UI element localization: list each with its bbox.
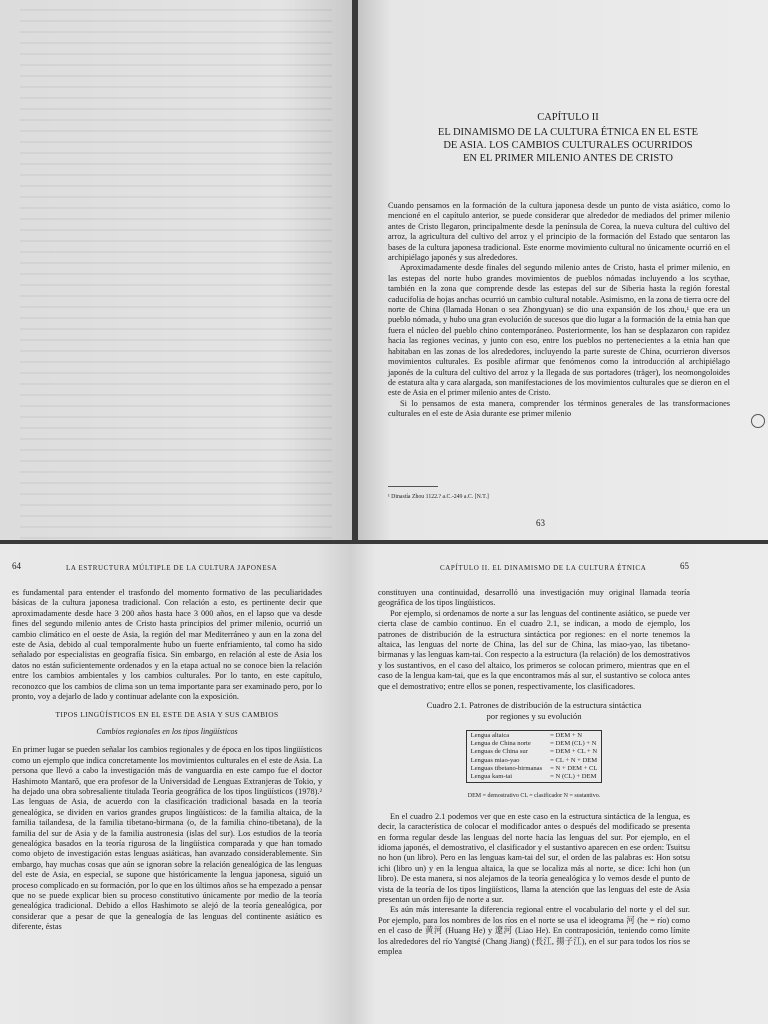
table-cell-language: Lengua altaica (470, 732, 510, 740)
paragraph: Cuando pensamos en la formación de la cultura japonesa desde un punto de vista asiático, como lo mencioné en el capítulo anterior, se puede considerar que alrededor de mediados del primer milenio antes de Cristo llegaron, principalmente desde la península de Corea, la nueva cultura del cultivo del arroz, la agricultura del cultivo del arroz y el principio de la formación del Estado que sentaron las bases de la cultura japonesa tradicional. Este enorme movimiento cultural no únicamente ocurrió en el archipiélago japonés y sus alrededores. (388, 201, 730, 263)
page-62-faded (0, 0, 352, 540)
table-cell-pattern: = N + DEM + CL (550, 764, 598, 772)
table-row (467, 757, 602, 765)
section-heading: TIPOS LINGÜÍSTICOS EN EL ESTE DE ASIA Y SUS CAMBIOS (55, 710, 279, 720)
page-number: 65 (680, 561, 689, 571)
page-number: 64 (12, 561, 21, 571)
table-cell-language: Lengua kam-tai (470, 773, 513, 781)
paragraph: Si lo pensamos de esta manera, comprender los términos generales de las transformaciones culturales en el este de Asia durante ese primer milenio (388, 398, 730, 419)
page-65-body (378, 588, 690, 957)
chapter-title-line: DE ASIA. LOS CAMBIOS CULTURALES OCURRIDOS (443, 140, 693, 151)
page-64-body (12, 588, 322, 933)
subsection-heading: Cambios regionales en los tipos lingüísticos (96, 726, 238, 736)
table-cell-language: Lenguas miao-yao (470, 756, 520, 764)
paragraph: Por ejemplo, si ordenamos de norte a sur las lenguas del continente asiático, se puede ver cierta clase de cambio continuo. En el cuadro 2.1, se indican, a modo de ejemplo, los patrones de distribución de la estructura sintáctica por regiones: en el norte tenemos la altaica, las lenguas del norte de China, las del sur de China, las miao-yao, las tibetano-birmanas y las lenguas kam-tai. Con respecto a la estructura (la relación) de los demostrativos y los sustantivos, en el caso del altaico, los primeros se colocan primero, mientras que en el caso de la lengua kam-tai, que es la que encontramos más al sur, el sustantivo se coloca antes que el demostrativo; entre ellos se ponen, respectivamente, los clasificadores. (378, 608, 690, 691)
chapter-heading (388, 112, 748, 165)
paragraph: es fundamental para entender el trasfondo del momento formativo de las peculiaridades básicas de la cultura japonesa tradicional. Con relación a esto, es pertinente decir que aproximadamente desde hace 3 200 años hasta hace 3 000 años, en el lapso que va desde fines del segundo milenio antes de Cristo hasta principios del primer milenio, ocurrió un cambio climático en el oeste de Asia, la región del mar Mediterráneo y aun en la zona del este de Asia, debido al cual temporalmente hubo un fuerte enfriamiento, tal como ha sido señalado por especialistas en geografía física. Sin embargo, en relación al este de Asia los datos no están suficientemente ordenados y en la etapa actual no se conoce bien la relación entre los cambios ambientales y los cambios culturales. Por lo tanto, en este capítulo, reconozco que los cambios de clima son un tema importante para ser examinado pero, por lo pronto, voy a dejarlo de lado y continuar adelante con la exposición. (12, 588, 322, 702)
page-63-body (388, 201, 730, 420)
table-cell-pattern: = DEM (CL) + N (550, 740, 597, 748)
page-number: 63 (536, 518, 545, 528)
table-cell-language: Lengua de China norte (470, 740, 531, 748)
table-row (467, 748, 602, 756)
paragraph: En el cuadro 2.1 podemos ver que en este caso en la estructura sintáctica de la lengua, es decir, la característica de colocar el modificador antes o después del modificado se presenta en forma regular desde las lenguas del norte hacia las lenguas del sur. Por ejemplo, en el idioma japonés, el demostrativo, el clasificador y el sustantivo aparecen en ese orden: Tsuitsu no hon (un libro). Pero en las lenguas kam-tai del sur, el orden de las palabras es: Hon sotsu ichi (libro un) y en la lengua altaica, la que se localiza más al norte, se dice: Ichi hon (un libro). De esta manera, si nos alejamos de la teoría genealógica y lo vemos desde el punto de vista de la teoría de los tipos lingüísticos, llama la atención que las lenguas del este de Asia presentan un orden fijo de norte a sur. (378, 811, 690, 904)
paragraph: Aproximadamente desde finales del segundo milenio antes de Cristo, hasta el primer milenio, en las estepas del norte hubo grandes movimientos de pueblos nómadas incluyendo a los scythae, también en la zona que comprende desde las estepas del sur de Siberia hasta la región forestal caducifolia de hojas anchas ocurrió un cambio cultural notable. Asimismo, en la zona de tierra ocre del norte de China (llamada Honan o sea Zhongyuan) se dio una expansión de los zhou,¹ que era un pueblo nómada, y hubo una gran evolución de sucesos que dio lugar a la formación de la etnia han que fuera el núcleo del pueblo chino contemporáneo. Posteriormente, los han se desplazaron con rapidez hacia las regiones vecinas, y junto con eso, entre los pueblos no pertenecientes a la etnia han que habitaban en las zonas de los alrededores, incluyendo la parte sureste de China, ocurrieron diversos movimientos culturales. Es posible afirmar que fenómenos como la introducción al archipiélago japonés de la cultura del cultivo del arroz y la llegada de sus portadores (träger), los neomongoloides de estatura alta y cara alargada, son manifestaciones de los movimientos culturales que se dieron en el este de Asia en el primer milenio antes de Cristo. (388, 263, 730, 398)
table-row (467, 773, 602, 781)
footnote-rule (388, 486, 438, 487)
running-head: LA ESTRUCTURA MÚLTIPLE DE LA CULTURA JAPONESA (66, 564, 278, 572)
table-caption (378, 700, 690, 722)
table-cell-pattern: = DEM + N (550, 732, 582, 740)
table-cell-language: Lenguas tibetano-birmanas (470, 764, 543, 772)
table-note: DEM = demostrativo CL = clasificador N = sustantivo. (467, 793, 601, 800)
table-row (467, 732, 602, 740)
table-caption-line: por regiones y su evolución (486, 711, 582, 722)
paragraph: En primer lugar se pueden señalar los cambios regionales y de época en los tipos lingüísticos como un ejemplo que indica concretamente los movimientos culturales en el este de Asia. La persona que llevó a cabo la investigación más de vanguardia en este campo fue el doctor Hashimoto Mantarō, que era profesor de la Universidad de Lenguas Extranjeras de Tokio, y ha dejado una obra sobresaliente titulada Teoría geográfica de los tipos lingüísticos (1978).² Las lenguas de Asia, de acuerdo con la clasificación tradicional basada en la teoría genealógica, se dividen en varios grandes grupos lingüísticos: de la familia altaica, de la familia tailandesa, de la familia tibetano-birmana (o, de la familia chino-tibetana), de la familia del sur de Asia y de la familia austronesia (islas del sur). Los estudios de la teoría genealógica basados en la teoría rigurosa de la lingüística comparada y que han tomado como objeto de investigación estas lenguas asiáticas, han avanzado considerablemente. Sin embargo, hay muchas cosas que aún se ignoran sobre la relación genealógica de las lenguas del este de Asia, en especial, se supone que históricamente la lengua japonesa, siguió un proceso complicado en su formación, por lo que en los últimos años se ha empezado a pensar que no se puede explicar bien su proceso constitutivo únicamente por medio de la teoría genealógica tradicional. Debido a ellos Hashimoto se alejó de la teoría genealógica, por considerar que a pesar de que la genealogía de las lenguas del continente asiático es diferente, éstas (12, 745, 322, 932)
page-64 (0, 544, 352, 1024)
table-row (467, 765, 602, 773)
faded-text-block (20, 0, 332, 540)
table-cell-pattern: = DEM + CL + N (550, 748, 598, 756)
footnote: ¹ Dinastía Zhou 1122.? a.C.-249 a.C. [N.T.] (388, 494, 489, 500)
pen-mark-circle (751, 414, 765, 428)
chapter-label: CAPÍTULO II (537, 112, 599, 123)
table-row (467, 740, 602, 748)
table-cell-pattern: = N (CL) + DEM (550, 773, 597, 781)
page-65 (350, 544, 768, 1024)
page-63 (358, 0, 768, 540)
running-head: CAPÍTULO II. EL DINAMISMO DE LA CULTURA ÉTNICA (440, 564, 647, 572)
syntax-table (466, 730, 603, 783)
paragraph: Es aún más interesante la diferencia regional entre el vocabulario del norte y el del sur. Por ejemplo, para los nombres de los ríos en el norte se usa el ideograma 河 (he = río) como en el caso de 黄河 (Huang He) y 遼河 (Liao He). En contraposición, teniendo como límite los alrededores del río Yangtsé (Chang Jiang) (長江, 揚子江), en el sur para todos los ríos se emplea (378, 905, 690, 956)
chapter-title-line: EL DINAMISMO DE LA CULTURA ÉTNICA EN EL ESTE (437, 127, 699, 138)
table-cell-pattern: = CL + N + DEM (550, 756, 598, 764)
table-caption-line: Cuadro 2.1. Patrones de distribución de la estructura sintáctica (426, 700, 642, 711)
chapter-title-line: EN EL PRIMER MILENIO ANTES DE CRISTO (463, 153, 673, 164)
table-cell-language: Lenguas de China sur (470, 748, 528, 756)
paragraph: constituyen una continuidad, desarrolló una investigación muy original llamada teoría geográfica de los tipos lingüísticos. (378, 588, 690, 608)
syntax-table-grid (467, 732, 602, 781)
